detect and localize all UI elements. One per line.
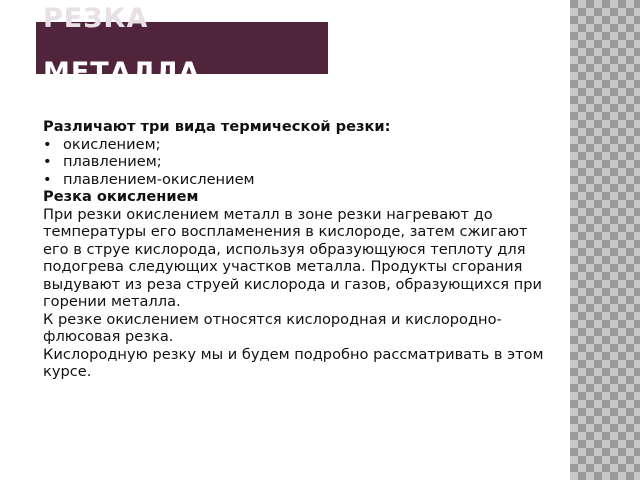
section-heading: Резка окислением [43, 188, 199, 205]
bullet-marker: • [43, 135, 52, 153]
body-paragraph: К резке окислением относятся кислородная и кислородно-флюсовая резка. [43, 310, 502, 345]
decorative-pattern-strip [570, 0, 640, 480]
list-item-text: плавлением; [63, 153, 162, 170]
slide-content [43, 118, 553, 381]
list-item-text: окислением; [63, 135, 161, 153]
intro-heading: Различают три вида термической резки: [43, 118, 391, 135]
list-item [43, 153, 553, 171]
list-item [43, 136, 553, 154]
title-line-1: РЕЗКА [43, 3, 149, 34]
title-banner [36, 3, 328, 88]
page-title: МЕТАЛЛА [43, 57, 201, 88]
bullet-marker: • [43, 153, 52, 170]
body-paragraph: При резки окислением металл в зоне резки нагревают до температуры его воспламенения в кислороде, затем сжигают его в струе кислорода, используя образующуюся теплоту для подогрева следующих участков металла. Продукты сгорания выдувают из реза струей кислорода и газов, образующихся при горении металла. [43, 205, 542, 310]
bullet-marker: • [43, 170, 52, 188]
list-item-text: плавлением-окислением [63, 170, 255, 188]
body-paragraph: Кислородную резку мы и будем подробно рассматривать в этом курсе. [43, 345, 544, 380]
list-item [43, 171, 553, 189]
bullet-list [43, 136, 553, 189]
